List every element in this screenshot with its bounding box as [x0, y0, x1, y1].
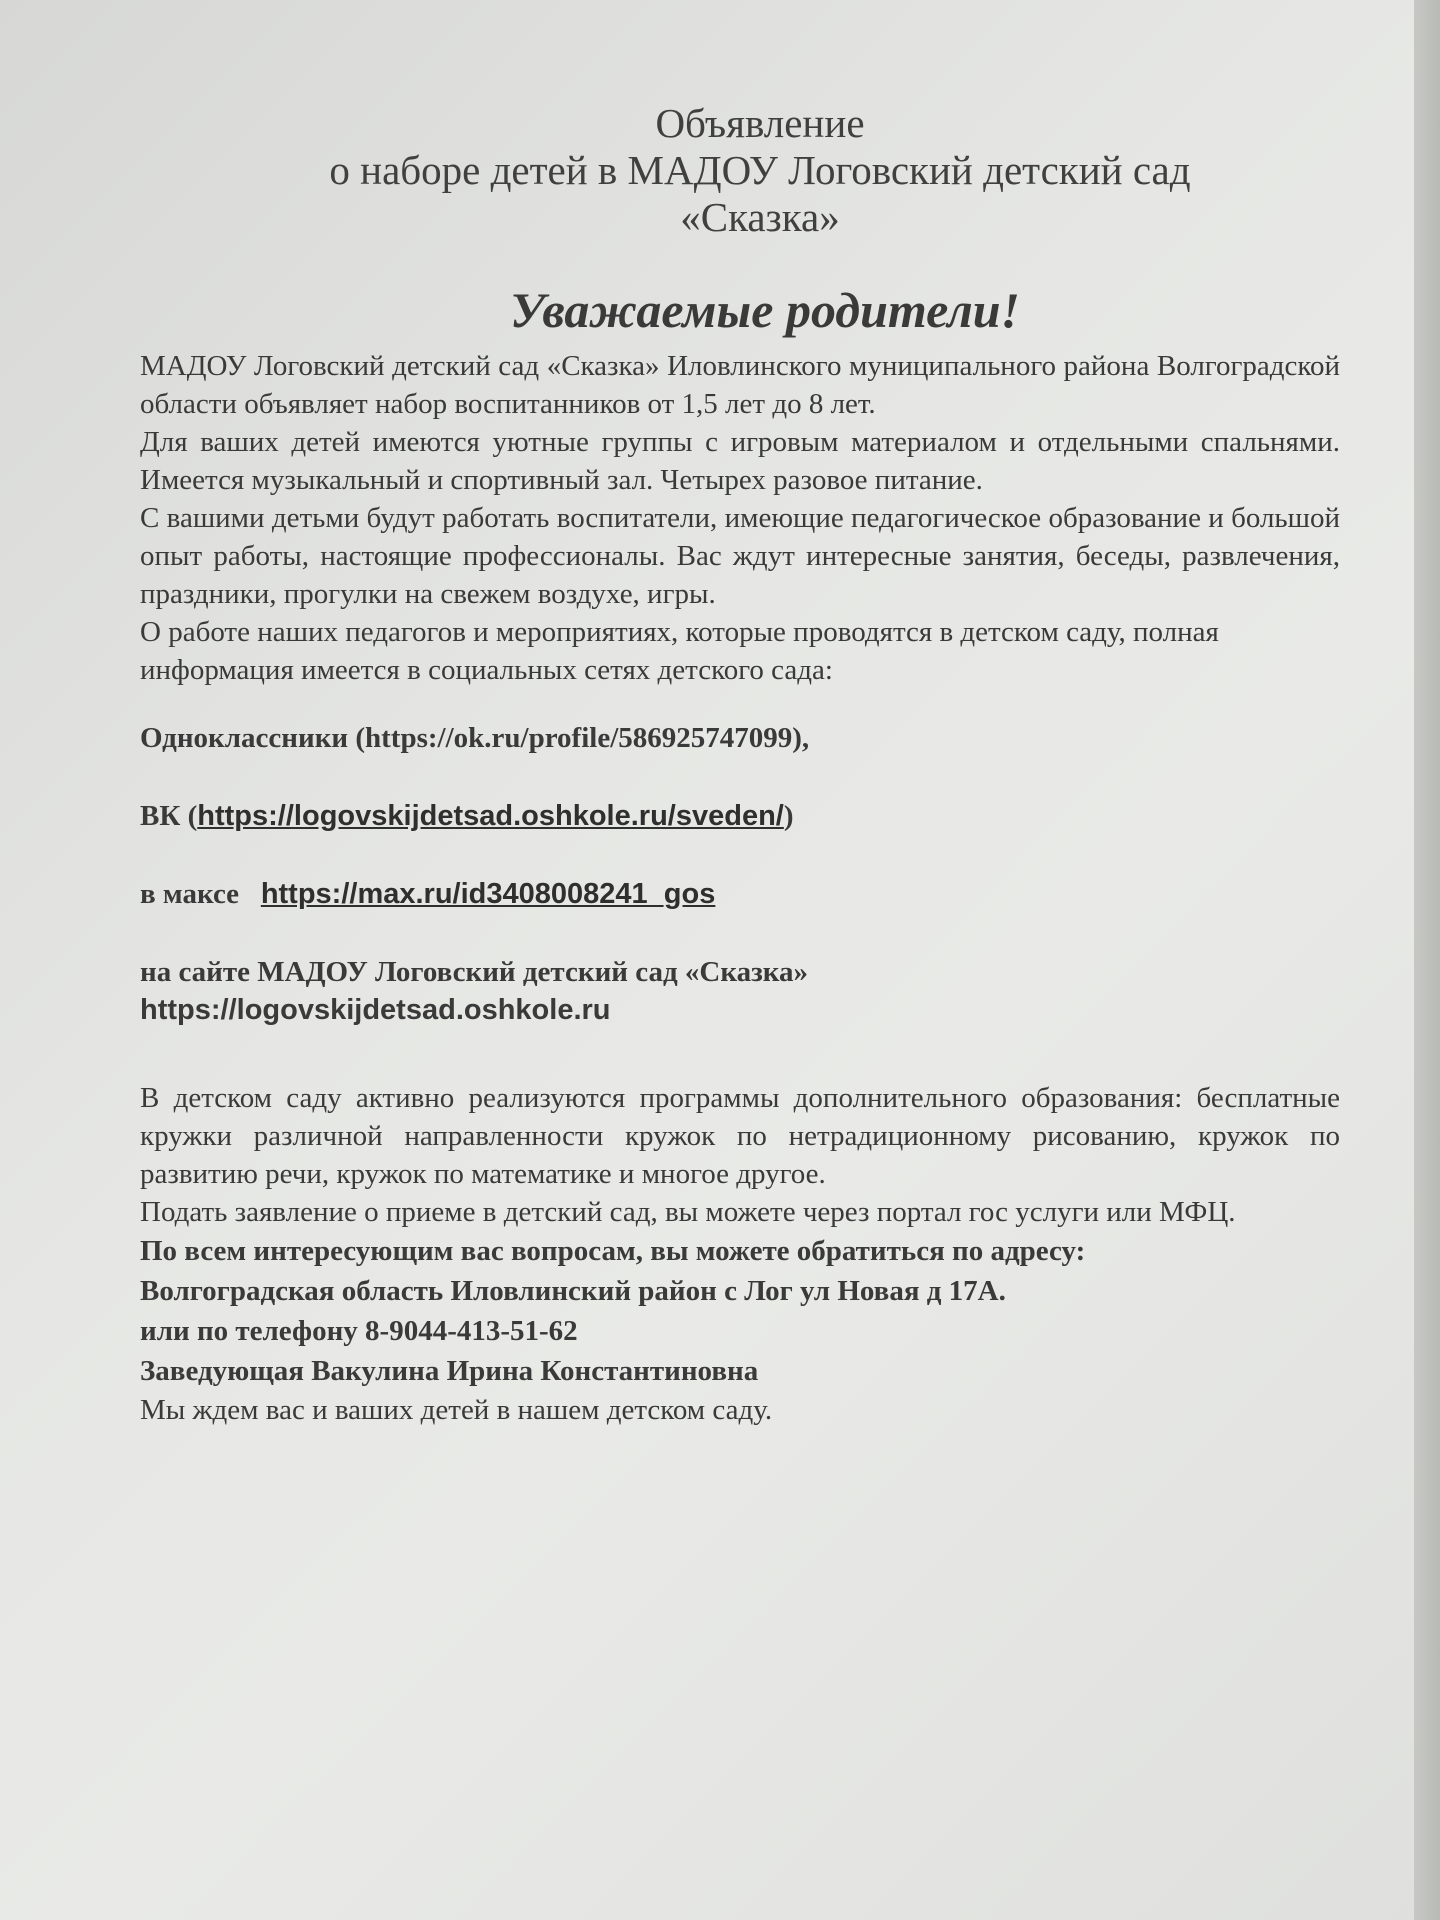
header-title: Объявление — [655, 100, 865, 146]
social-vk — [140, 797, 1340, 835]
social-max-label: в максе — [140, 878, 240, 910]
paragraph-intro: МАДОУ Логовский детский сад «Сказка» Иловлинского муниципального района Волгоградской области объявляет набор воспитанников от 1,5 лет до 8 лет. — [140, 350, 1340, 420]
max-link[interactable]: https://max.ru/id3408008241_gos — [260, 878, 716, 910]
paragraph-apply: Подать заявление о приеме в детский сад, вы можете через портал гос услуги или МФЦ. — [140, 1196, 1236, 1228]
closing-line: Мы ждем вас и ваших детей в нашем детском саду. — [140, 1394, 773, 1426]
document-body — [140, 100, 1340, 1429]
vk-link[interactable]: https://logovskijdetsad.oshkole.ru/sveden/ — [197, 800, 784, 832]
social-ok-text: Одноклассники (https://ok.ru/profile/586925747099), — [140, 722, 810, 754]
social-site — [140, 953, 1340, 1029]
contacts-head: Заведующая Вакулина Ирина Константиновна — [140, 1355, 759, 1387]
header-kindergarten-name: «Сказка» — [680, 194, 840, 240]
social-max — [140, 875, 1340, 913]
paragraph-programs: В детском саду активно реализуются программы дополнительного образования: бесплатные кружки различной направленности кружок по нетрадиционному рисованию, кружок по развитию речи, кружок по математике и многое другое. — [140, 1082, 1340, 1190]
contacts-phone: или по телефону 8-9044-413-51-62 — [140, 1315, 578, 1347]
contacts-block — [140, 1231, 1340, 1391]
paragraph-info: О работе наших педагогов и мероприятиях, которые проводятся в детском саду, полная информация имеется в социальных сетях детского сада: — [140, 616, 1219, 686]
announcement-header — [180, 100, 1340, 241]
social-vk-close: ) — [783, 800, 794, 832]
header-subtitle: о наборе детей в МАДОУ Логовский детский сад — [329, 147, 1191, 193]
social-vk-label: ВК ( — [140, 800, 198, 832]
paper-edge — [1414, 0, 1440, 1920]
paragraph-groups: Для ваших детей имеются уютные группы с игровым материалом и отдельными спальнями. Имеется музыкальный и спортивный зал. Четырех разовое питание. — [140, 426, 1340, 496]
contacts-address: Волгоградская область Иловлинский район с Лог ул Новая д 17А. — [140, 1275, 1006, 1307]
paragraph-teachers: С вашими детьми будут работать воспитатели, имеющие педагогическое образование и большой опыт работы, настоящие профессионалы. Вас ждут интересные занятия, беседы, развлечения, праздники, прогулки на свежем воздухе, игры. — [140, 502, 1340, 610]
contacts-questions: По всем интересующим вас вопросам, вы можете обратиться по адресу: — [140, 1235, 1086, 1267]
site-url[interactable]: https://logovskijdetsad.oshkole.ru — [140, 994, 611, 1026]
site-label: на сайте МАДОУ Логовский детский сад «Сказка» — [140, 956, 809, 988]
social-ok — [140, 719, 1340, 757]
greeting: Уважаемые родители! — [509, 282, 1021, 338]
